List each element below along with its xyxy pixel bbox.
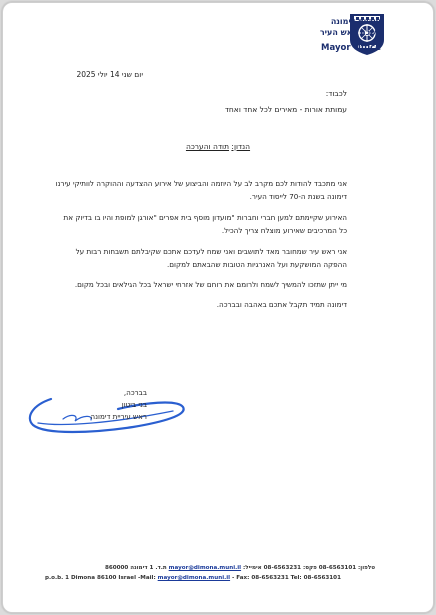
footer-contact-english: p.o.b. 1 Dimona 86100 Israel -Mail: mayor@dimona.muni.il - Fax: 08-6563231 Tel: 08-6563101 bbox=[45, 575, 341, 581]
letter-date: יום שני 14 יולי 2025 bbox=[76, 70, 143, 79]
signer-title: ראש עיריית דימונה bbox=[90, 412, 147, 421]
subject-line bbox=[3, 142, 433, 151]
letter-page bbox=[2, 2, 434, 613]
paragraph: האירוע שקיימתם למען חברי וחברות "מועדון מוסף בית אפרים "אורגן למופת והיו בו בדיוק את כל המרכיבים שאירוע מוצלח צריך להכיל. bbox=[63, 213, 347, 235]
subject-label: הנדון: bbox=[231, 142, 251, 151]
signature-block bbox=[90, 387, 147, 423]
paragraph: אני מתכבד להודות לכם מקרב לב על היוזמה והביצוע של אירוע ההצדעה וההוקרה לוותיקי עירנו דימונה בשנת ה-70 לייסוד העיר. bbox=[55, 179, 347, 201]
footer-contact-hebrew: טלפון: 08-6563101 פקס: 08-6563231 אימייל: mayor@dimona.muni.il ת.ד. 1 דימונה 860000 bbox=[104, 565, 375, 571]
paragraph: אני ראש עיר שמחובר מאד לתושבים ואני שמח לעדכם אתכם שקיבלתם תשבחות רבות על ההפקה המושקעת ועל האנרגיות הטובות שהבאתם למקום. bbox=[75, 247, 347, 269]
subject-text: תודה והערכה bbox=[185, 142, 230, 151]
org-name: עיריית דימונה bbox=[330, 17, 381, 26]
signer-name: בני ביטון bbox=[121, 400, 147, 409]
office-name-english: Mayor Office bbox=[321, 43, 381, 53]
footer-email-link[interactable]: mayor@dimona.muni.il bbox=[157, 575, 231, 581]
footer-email-link[interactable]: mayor@dimona.muni.il bbox=[168, 565, 242, 571]
recipient-name: עמותת אורות - מאירים לכל אחד ואחד bbox=[224, 105, 347, 114]
paragraph: דימונה תמיד תקבל אתכם באהבה ובברכה. bbox=[216, 300, 347, 309]
paragraph: מי ייתן שתזכו להמשיך לשמח ולרומם את רוחם של אזרחי ישראל בכל הגילאים ובכל מקום. bbox=[74, 280, 347, 289]
office-name-hebrew: לשכת ראש העיר bbox=[319, 28, 381, 37]
recipient-label: לכבוד: bbox=[325, 89, 347, 98]
closing: בברכה, bbox=[123, 388, 147, 397]
